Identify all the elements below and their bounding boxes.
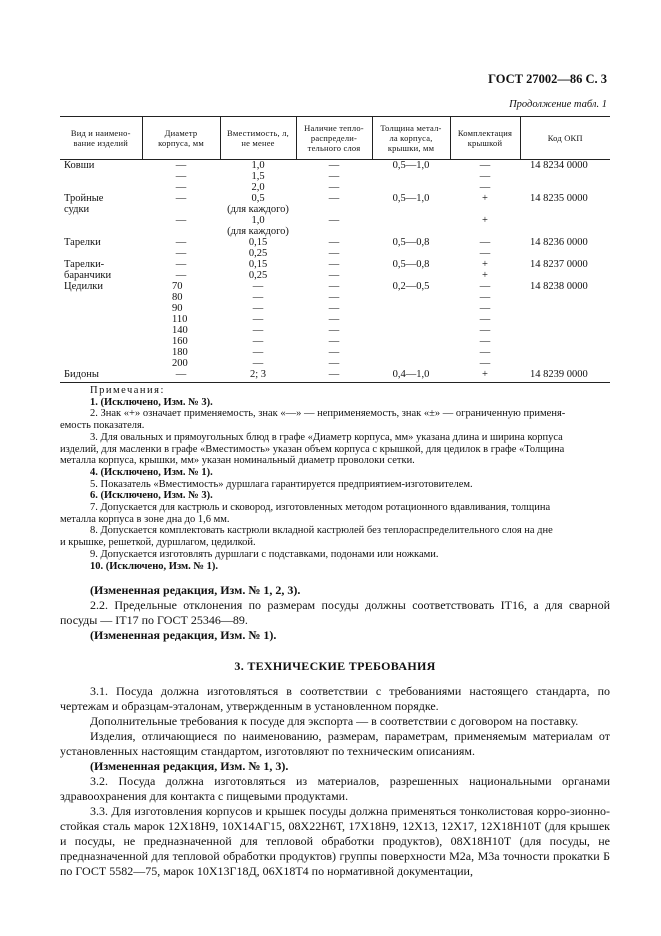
column-header: Комплектация крышкой <box>450 117 520 160</box>
note-1: 1. (Исключено, Изм. № 3). <box>90 396 213 408</box>
table-cell: 200 <box>172 358 188 369</box>
notes-label: Примечания: <box>90 385 165 396</box>
table-cell: — <box>252 314 264 325</box>
table-cell <box>60 303 142 314</box>
note-3-cont-1: изделий, для масленки в графе «Вместимость» указан объем корпуса с крышкой, для цедилок в графе «Толщина <box>60 443 565 455</box>
note-3: 3. Для овальных и прямоугольных блюд в графе «Диаметр корпуса, мм» указана длина и ширина корпуса <box>90 431 563 443</box>
table-cell: — <box>328 325 340 336</box>
table-cell <box>60 336 142 347</box>
table-cell: 14 8238 0000 <box>530 281 588 292</box>
note-6: 6. (Исключено, Изм. № 3). <box>90 490 213 502</box>
table-cell <box>60 171 142 182</box>
column-header: Диаметр корпуса, мм <box>142 117 220 160</box>
table-row <box>60 336 610 347</box>
table-cell <box>372 292 450 303</box>
table-cell <box>372 226 450 237</box>
table-cell: — <box>479 314 491 325</box>
note-5: 5. Показатель «Вместимость» дуршлага гарантируется предприятием-изготовителем. <box>90 478 473 490</box>
note-2: 2. Знак «+» означает применяемость, знак «—» — неприменяемость, знак «±» — ограниченную применя- <box>90 408 566 420</box>
table-cell <box>296 226 372 237</box>
table-cell: — <box>328 281 340 292</box>
table-cell: 0,5—1,0 <box>392 160 430 171</box>
table-cell <box>372 171 450 182</box>
table-cell <box>450 204 520 215</box>
table-cell: — <box>175 270 187 281</box>
table-cell: + <box>482 259 488 270</box>
column-header: Код ОКП <box>520 117 610 160</box>
table-cell: — <box>479 336 491 347</box>
table-cell <box>60 347 142 358</box>
table-header-row <box>60 117 610 160</box>
table-cell <box>520 171 610 182</box>
table-row <box>60 347 610 358</box>
table-cell: — <box>328 237 340 248</box>
table-cell: Цедилки <box>64 281 104 292</box>
table-cell <box>142 226 220 237</box>
table-cell: 70 <box>172 281 183 292</box>
table-cell <box>520 215 610 226</box>
table-row <box>60 270 610 281</box>
table-row <box>60 204 610 215</box>
table-cell: 0,5 <box>251 193 265 204</box>
table-cell: 140 <box>172 325 188 336</box>
section-heading: 3. ТЕХНИЧЕСКИЕ ТРЕБОВАНИЯ <box>234 659 436 673</box>
table-cell: (для каждого) <box>227 204 289 215</box>
table-row <box>60 171 610 182</box>
table-cell: — <box>175 248 187 259</box>
column-header: Вид и наимено- вание изделий <box>60 117 142 160</box>
table-cell: — <box>479 303 491 314</box>
table-cell: 0,25 <box>248 248 268 259</box>
table-cell: — <box>328 358 340 369</box>
table-cell: Тарелки- <box>64 259 105 270</box>
clause-3-1-products: Изделия, отличающиеся по наименованию, размерам, параметрам, применяемым материалам от установленных настоящим стандартом, изготовляют по техническим описаниям. <box>60 729 610 758</box>
table-cell: — <box>479 248 491 259</box>
table-cell: 14 8239 0000 <box>520 369 610 383</box>
clause-3-2: 3.2. Посуда должна изготовляться из материалов, разрешенных национальными органами здравоохранения для контакта с пищевыми продуктами. <box>60 774 610 803</box>
table-cell <box>372 347 450 358</box>
table-cell: 0,15 <box>248 237 268 248</box>
table-cell: — <box>252 358 264 369</box>
specification-table <box>60 116 610 383</box>
clause-3-1: 3.1. Посуда должна изготовляться в соответствии с требованиями настоящего стандарта, по чертежам и образцам-эталонам, утвержденным в установленном порядке. <box>60 684 610 713</box>
table-cell: 1,0 <box>251 215 265 226</box>
table-row <box>60 226 610 237</box>
table-body <box>60 160 610 383</box>
table-cell <box>372 314 450 325</box>
table-cell: 80 <box>172 292 183 303</box>
table-cell: 110 <box>172 314 188 325</box>
note-7: 7. Допускается для кастрюль и сковород, изготовленных методом ротационного вдавливания, толщина <box>90 502 551 514</box>
table-row <box>60 160 610 172</box>
table-cell: — <box>328 292 340 303</box>
table-cell: 0,5—0,8 <box>392 237 430 248</box>
note-7-cont: металла корпуса в зоне дна до 1,6 мм. <box>60 513 230 525</box>
table-cell: 0,25 <box>248 270 268 281</box>
note-9: 9. Допускается изготовлять дуршлаги с подставками, подонами или ножками. <box>90 548 439 560</box>
table-cell: — <box>328 248 340 259</box>
note-8-cont: и крышке, решеткой, дуршлагом, цедилкой. <box>60 537 256 549</box>
table-cell: — <box>142 369 220 383</box>
table-cell: — <box>175 182 187 193</box>
table-cell <box>372 270 450 281</box>
table-row <box>60 248 610 259</box>
table-cell: — <box>479 171 491 182</box>
table-row <box>60 358 610 369</box>
table-cell: 14 8234 0000 <box>530 160 588 171</box>
note-8: 8. Допускается комплектовать кастрюли вкладной кастрюлей без теплораспределительного слоя на дне <box>90 525 553 537</box>
table-cell: 14 8236 0000 <box>530 237 588 248</box>
note-3-cont-2: металла корпуса, крышки, мм» указан номинальный диаметр проволоки сетки. <box>60 455 415 467</box>
table-cell <box>60 292 142 303</box>
table-cell <box>520 358 610 369</box>
table-cell: — <box>328 160 340 171</box>
table-cell: Тройные <box>64 193 104 204</box>
table-cell <box>520 347 610 358</box>
table-cell: — <box>175 160 187 171</box>
table-cell: — <box>328 270 340 281</box>
table-cell: 14 8237 0000 <box>530 259 588 270</box>
note-10: 10. (Исключено, Изм. № 1). <box>90 560 218 572</box>
amendment-note-1: (Измененная редакция, Изм. № 1, 2, 3). <box>90 583 301 597</box>
clause-2-2: 2.2. Предельные отклонения по размерам посуды должны соответствовать IT16, а для сварной посуды — IT17 по ГОСТ 25346—89. <box>60 598 610 627</box>
table-cell: — <box>328 314 340 325</box>
table-cell: Ковши <box>64 160 95 171</box>
amendment-note-2: (Измененная редакция, Изм. № 1). <box>90 628 277 642</box>
table-cell: — <box>252 336 264 347</box>
table-row <box>60 303 610 314</box>
table-cell: — <box>479 358 491 369</box>
table-cell: судки <box>64 204 90 215</box>
table-cell: — <box>479 325 491 336</box>
table-cell: — <box>328 171 340 182</box>
table-notes <box>60 385 610 572</box>
table-cell <box>520 292 610 303</box>
amendment-note-3: (Измененная редакция, Изм. № 1, 3). <box>90 759 289 773</box>
column-header: Толщина метал- ла корпуса, крышки, мм <box>372 117 450 160</box>
table-cell: 0,2—0,5 <box>392 281 430 292</box>
table-cell: Бидоны <box>60 369 142 383</box>
note-4: 4. (Исключено, Изм. № 1). <box>90 466 213 478</box>
table-cell: 0,5—1,0 <box>392 193 430 204</box>
table-cell: — <box>175 193 187 204</box>
table-cell <box>372 325 450 336</box>
table-cell <box>450 226 520 237</box>
table-cell <box>60 215 142 226</box>
clause-3-3: 3.3. Для изготовления корпусов и крышек посуды должна применяться тонколистовая корро-зионно-стойкая сталь марок 12Х18Н9, 10Х14АГ15, 08Х22Н6Т, 17Х18Н9, 12Х13, 12Х17, 12Х18Н10Т (для крышек и посуды, не предназначенной для тепловой обработки продуктов), 08Х18Н10Т (для посуды, не предназначенной для тепловой обработки продуктов) группы поверхности М2а, М3а точности прокатки Б по ГОСТ 5582—75, марок 10Х13Г18Д, 06Х18Т4 по нормативной документации, <box>60 804 610 878</box>
table-cell <box>372 204 450 215</box>
table-cell <box>520 270 610 281</box>
table-row <box>60 314 610 325</box>
table-cell: — <box>328 182 340 193</box>
table-cell: 0,4—1,0 <box>372 369 450 383</box>
table-cell <box>520 303 610 314</box>
table-cell: — <box>328 259 340 270</box>
table-cell: + <box>482 215 488 226</box>
table-cell <box>372 215 450 226</box>
table-cell: — <box>175 171 187 182</box>
table-cell: + <box>450 369 520 383</box>
clause-3-1-export: Дополнительные требования к посуде для экспорта — в соответствии с договором на поставку. <box>90 714 579 728</box>
table-cell: — <box>479 237 491 248</box>
table-cell: — <box>328 215 340 226</box>
table-cell: — <box>328 303 340 314</box>
table-cell <box>296 204 372 215</box>
table-cell: — <box>296 369 372 383</box>
table-cell <box>60 182 142 193</box>
table-row <box>60 215 610 226</box>
table-cell: 2; 3 <box>220 369 296 383</box>
table-cell: 14 8235 0000 <box>530 193 588 204</box>
table-cell: 0,15 <box>248 259 268 270</box>
table-cell <box>60 325 142 336</box>
table-cell: Тарелки <box>64 237 101 248</box>
table-row <box>60 182 610 193</box>
table-cell: — <box>175 215 187 226</box>
table-cell: (для каждого) <box>227 226 289 237</box>
body-text <box>60 583 610 879</box>
column-header: Наличие тепло- распредели- тельного слоя <box>296 117 372 160</box>
table-cell: + <box>482 193 488 204</box>
table-cell: — <box>479 160 491 171</box>
table-cell <box>520 325 610 336</box>
table-cell: — <box>328 336 340 347</box>
table-cell: 160 <box>172 336 188 347</box>
table-cell: 90 <box>172 303 183 314</box>
table-cell: — <box>328 193 340 204</box>
table-cell: 2,0 <box>251 182 265 193</box>
table-cell <box>520 336 610 347</box>
table-cell <box>372 358 450 369</box>
table-cell: — <box>175 259 187 270</box>
table-cell: — <box>252 303 264 314</box>
table-cell <box>520 226 610 237</box>
table-cell <box>520 204 610 215</box>
table-cell <box>520 314 610 325</box>
table-cell: — <box>175 237 187 248</box>
table-cell: баранчики <box>64 270 112 281</box>
table-row <box>60 237 610 248</box>
table-cell <box>372 182 450 193</box>
table-cell: 1,0 <box>251 160 265 171</box>
table-row <box>60 325 610 336</box>
table-row <box>60 369 610 383</box>
table-cell: 0,5—0,8 <box>392 259 430 270</box>
table-cell: — <box>252 281 264 292</box>
table-cell: 1,5 <box>251 171 265 182</box>
table-cell: — <box>252 347 264 358</box>
table-cell: — <box>252 292 264 303</box>
note-2-cont: емость показателя. <box>60 420 145 432</box>
table-cell: — <box>328 347 340 358</box>
table-cell: 180 <box>172 347 188 358</box>
table-cell: + <box>482 270 488 281</box>
table-cell <box>60 226 142 237</box>
table-cell: — <box>479 182 491 193</box>
table-cell <box>520 182 610 193</box>
table-row <box>60 281 610 292</box>
table-cell <box>372 248 450 259</box>
table-continuation-label: Продолжение табл. 1 <box>509 99 607 110</box>
table-cell: — <box>479 281 491 292</box>
table-cell <box>60 248 142 259</box>
table-cell: — <box>479 292 491 303</box>
table-cell <box>142 204 220 215</box>
table-cell <box>372 336 450 347</box>
table-row <box>60 193 610 204</box>
page-header: ГОСТ 27002—86 С. 3 <box>488 72 607 86</box>
column-header: Вместимость, л, не менее <box>220 117 296 160</box>
table-cell <box>60 314 142 325</box>
table-cell <box>372 303 450 314</box>
table-row <box>60 259 610 270</box>
table-cell <box>520 248 610 259</box>
table-cell <box>60 358 142 369</box>
table-cell: — <box>252 325 264 336</box>
table-cell: — <box>479 347 491 358</box>
table-row <box>60 292 610 303</box>
